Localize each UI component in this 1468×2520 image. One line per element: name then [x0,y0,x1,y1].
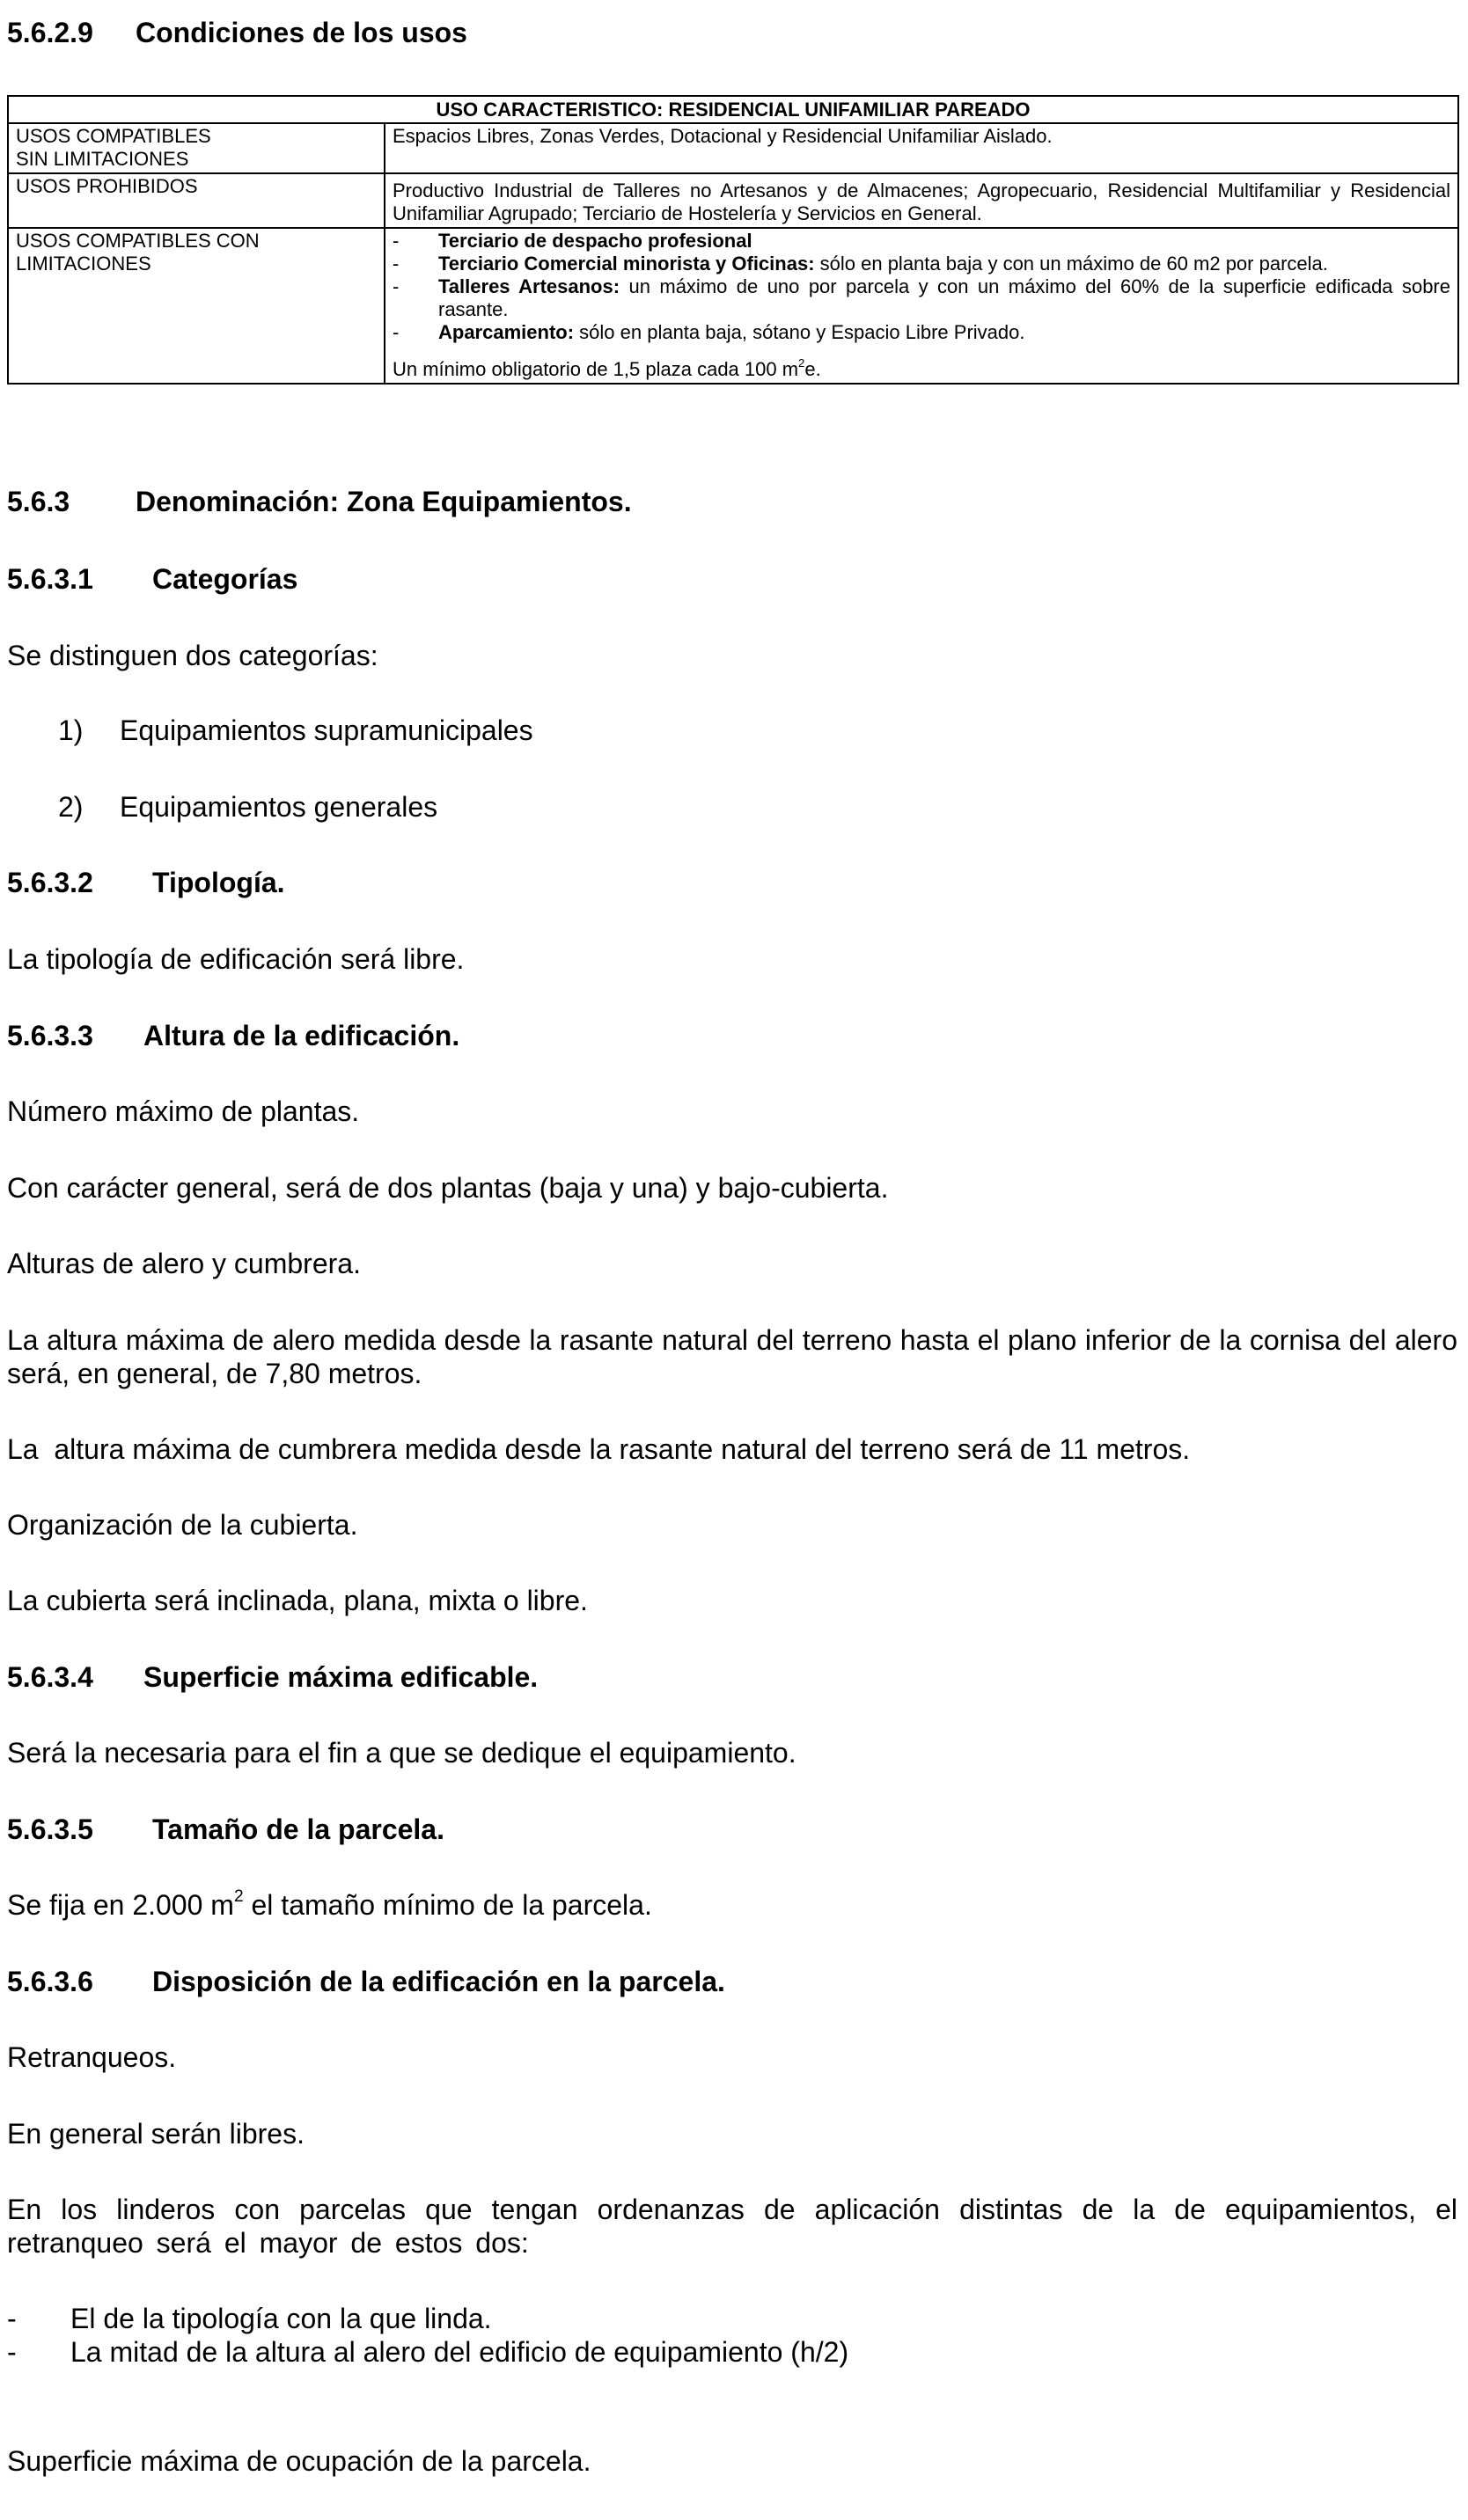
heading-5636 [7,1965,725,1998]
table-header-cell: USO CARACTERISTICO: RESIDENCIAL UNIFAMILIAR PAREADO [8,96,1458,123]
heading-number: 5.6.3 [7,486,70,517]
category-item [58,790,437,824]
list-dash: - [7,2336,17,2368]
heading-number: 5.6.3.4 [7,1661,93,1693]
table-row [8,173,1458,228]
paragraph: Retranqueos. [7,2041,177,2073]
heading-title: Denominación: Zona Equipamientos. [136,486,632,517]
row-content-cell: Espacios Libres, Zonas Verdes, Dotacional y Residencial Unifamiliar Aislado. [385,123,1458,173]
list-item [393,230,1450,253]
paragraph: La altura máxima de cumbrera medida desde la rasante natural del terreno será de 11 metros. [7,1433,1191,1465]
list-dash: - [393,275,400,297]
row-label-line: SIN LIMITACIONES [16,148,189,170]
list-item [7,2335,1457,2369]
heading-title: Condiciones de los usos [136,17,467,48]
list-item [393,275,1450,321]
list-dash: - [7,2303,17,2334]
item-text: El de la tipología con la que linda. [70,2303,492,2334]
row-label-cell [8,228,385,384]
paragraph: Número máximo de plantas. [7,1095,360,1127]
list-dash: - [393,253,400,275]
item-number: 2) [58,791,84,823]
row-label-line: USOS COMPATIBLES [16,125,211,147]
uses-table [7,95,1459,385]
item-text: un máximo de uno por parcela y con un máximo del 60% de la superficie edificada sobre rasante. [438,275,1450,320]
heading-title: Tamaño de la parcela. [152,1813,444,1845]
heading-number: 5.6.3.5 [7,1813,93,1845]
item-text: sólo en planta baja, sótano y Espacio Libre Privado. [574,321,1025,343]
paragraph: Alturas de alero y cumbrera. [7,1248,361,1279]
list-item [393,253,1450,275]
item-bold: Terciario Comercial minorista y Oficinas: [438,253,815,275]
paragraph-text-end: el tamaño mínimo de la parcela. [243,1889,652,1921]
heading-title: Tipología. [152,867,285,898]
table-header-row [8,96,1458,123]
table-row [8,228,1458,384]
item-text: La mitad de la altura al alero del edificio de equipamiento (h/2) [70,2336,849,2368]
heading-title: Superficie máxima edificable. [143,1661,539,1693]
paragraph: La cubierta será inclinada, plana, mixta o libre. [7,1585,588,1616]
row-label-cell [8,173,385,228]
note-text-end: e. [804,358,821,380]
table-row [8,123,1458,173]
paragraph: Organización de la cubierta. [7,1509,358,1541]
row-content-cell: Productivo Industrial de Talleres no Artesanos y de Almacenes; Agropecuario, Residencial Multifamiliar y Residencial Unifamiliar Agrupado; Terciario de Hostelería y Servicios en General. [385,173,1458,228]
heading-5629 [7,16,467,49]
list-item [7,2302,1457,2335]
paragraph: En general serán libres. [7,2118,305,2150]
item-text: sólo en planta baja y con un máximo de 60 m2 por parcela. [814,253,1328,275]
item-number: 1) [58,714,84,746]
limited-uses-list [393,230,1450,344]
note-text: Un mínimo obligatorio de 1,5 plaza cada 100 m [393,358,799,380]
heading-5635 [7,1813,444,1846]
list-dash: - [393,230,400,252]
list-dash: - [393,321,400,343]
heading-title: Altura de la edificación. [143,1020,460,1051]
superscript: 2 [233,1887,244,1907]
row-content-cell [385,228,1458,384]
item-bold: Aparcamiento: [438,321,575,343]
heading-number: 5.6.3.3 [7,1020,93,1051]
typology-text: La tipología de edificación será libre. [7,943,465,975]
setback-list [7,2302,1457,2369]
item-bold: Terciario de despacho profesional [438,230,752,252]
heading-5631 [7,562,297,596]
paragraph: Con carácter general, será de dos plantas (baja y una) y bajo-cubierta. [7,1172,889,1204]
heading-5633 [7,1019,459,1052]
list-item [393,321,1450,344]
note-superscript: 2 [798,355,805,370]
heading-5634 [7,1660,538,1694]
paragraph: La altura máxima de alero medida desde la rasante natural del terreno hasta el plano inferior de la cornisa del alero será, en general, de 7,80 metros. [7,1324,1457,1389]
heading-5632 [7,866,285,899]
item-text: Equipamientos generales [120,791,438,823]
heading-number: 5.6.2.9 [7,17,93,48]
row-label-line: LIMITACIONES [16,253,151,275]
paragraph-text: Se fija en 2.000 m [7,1889,234,1921]
heading-number: 5.6.3.1 [7,563,93,595]
row-label-line: USOS COMPATIBLES CON [16,230,260,252]
item-bold: Talleres Artesanos: [438,275,620,297]
heading-number: 5.6.3.6 [7,1966,93,1997]
row-label-line: USOS PROHIBIDOS [16,175,198,197]
item-text: Equipamientos supramunicipales [120,714,533,746]
categories-intro: Se distinguen dos categorías: [7,640,378,671]
paragraph: En los linderos con parcelas que tengan ordenanzas de aplicación distintas de la de equipamientos, el retranqueo será el mayor de estos dos: [7,2194,1457,2259]
row-label-cell [8,123,385,173]
paragraph: Superficie máxima de ocupación de la parcela. [7,2445,591,2477]
heading-563 [7,485,632,518]
paragraph [7,1888,652,1922]
heading-title: Disposición de la edificación en la parcela. [152,1966,725,1997]
parking-note [393,355,1450,381]
heading-number: 5.6.3.2 [7,867,93,898]
category-item [58,714,533,747]
heading-title: Categorías [152,563,298,595]
paragraph: Será la necesaria para el fin a que se dedique el equipamiento. [7,1737,796,1769]
